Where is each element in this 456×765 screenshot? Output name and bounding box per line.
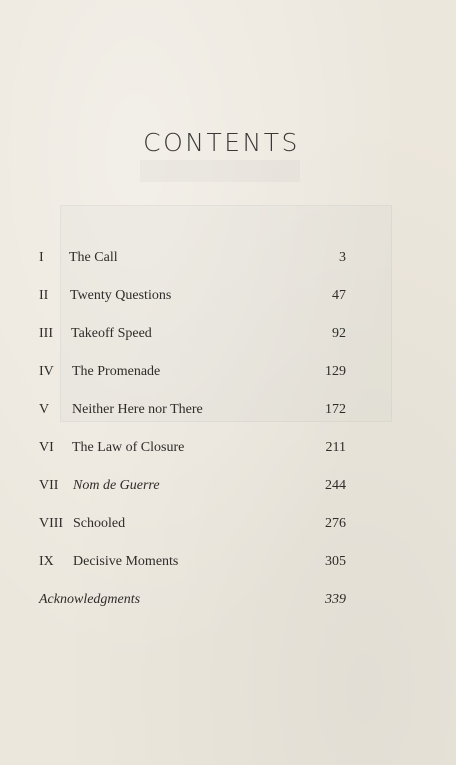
chapter-number: IX — [39, 554, 54, 569]
page-number: 172 — [325, 402, 346, 417]
chapter-title: The Call — [69, 250, 118, 265]
page-title: CONTENTS — [143, 128, 300, 157]
chapter-number: IV — [39, 364, 54, 379]
page-number: 211 — [325, 440, 346, 455]
chapter-title: Nom de Guerre — [73, 478, 160, 493]
toc-entry — [39, 323, 346, 345]
chapter-title: Neither Here nor There — [72, 402, 203, 417]
chapter-title: Twenty Questions — [70, 288, 172, 303]
chapter-title: The Law of Closure — [72, 440, 185, 455]
chapter-title: The Promenade — [72, 364, 161, 379]
chapter-title: Decisive Moments — [73, 554, 179, 569]
toc-entry-acknowledgments — [39, 589, 346, 611]
page-number: 47 — [332, 288, 346, 303]
chapter-number: V — [39, 402, 50, 417]
chapter-title: Schooled — [73, 516, 126, 531]
page-number: 129 — [325, 364, 346, 379]
toc-entry — [39, 247, 346, 269]
chapter-number: III — [39, 326, 53, 341]
toc-entry — [39, 513, 346, 535]
toc-entry — [39, 437, 346, 459]
page-number: 92 — [332, 326, 346, 341]
page-number: 305 — [325, 554, 346, 569]
chapter-number: VIII — [39, 516, 64, 531]
chapter-number: VI — [39, 440, 54, 455]
toc-entry — [39, 551, 346, 573]
page-number: 244 — [325, 478, 346, 493]
toc-entry — [39, 361, 346, 383]
acknowledgments-title: Acknowledgments — [39, 592, 141, 607]
chapter-number: II — [39, 288, 49, 303]
toc-entry — [39, 285, 346, 307]
toc-entry — [39, 475, 346, 497]
chapter-number: VII — [39, 478, 59, 493]
page-number: 276 — [325, 516, 346, 531]
chapter-number: I — [39, 250, 44, 265]
toc-entry — [39, 399, 346, 421]
page-number: 339 — [325, 592, 346, 607]
chapter-title: Takeoff Speed — [71, 326, 152, 341]
page-number: 3 — [339, 250, 346, 265]
